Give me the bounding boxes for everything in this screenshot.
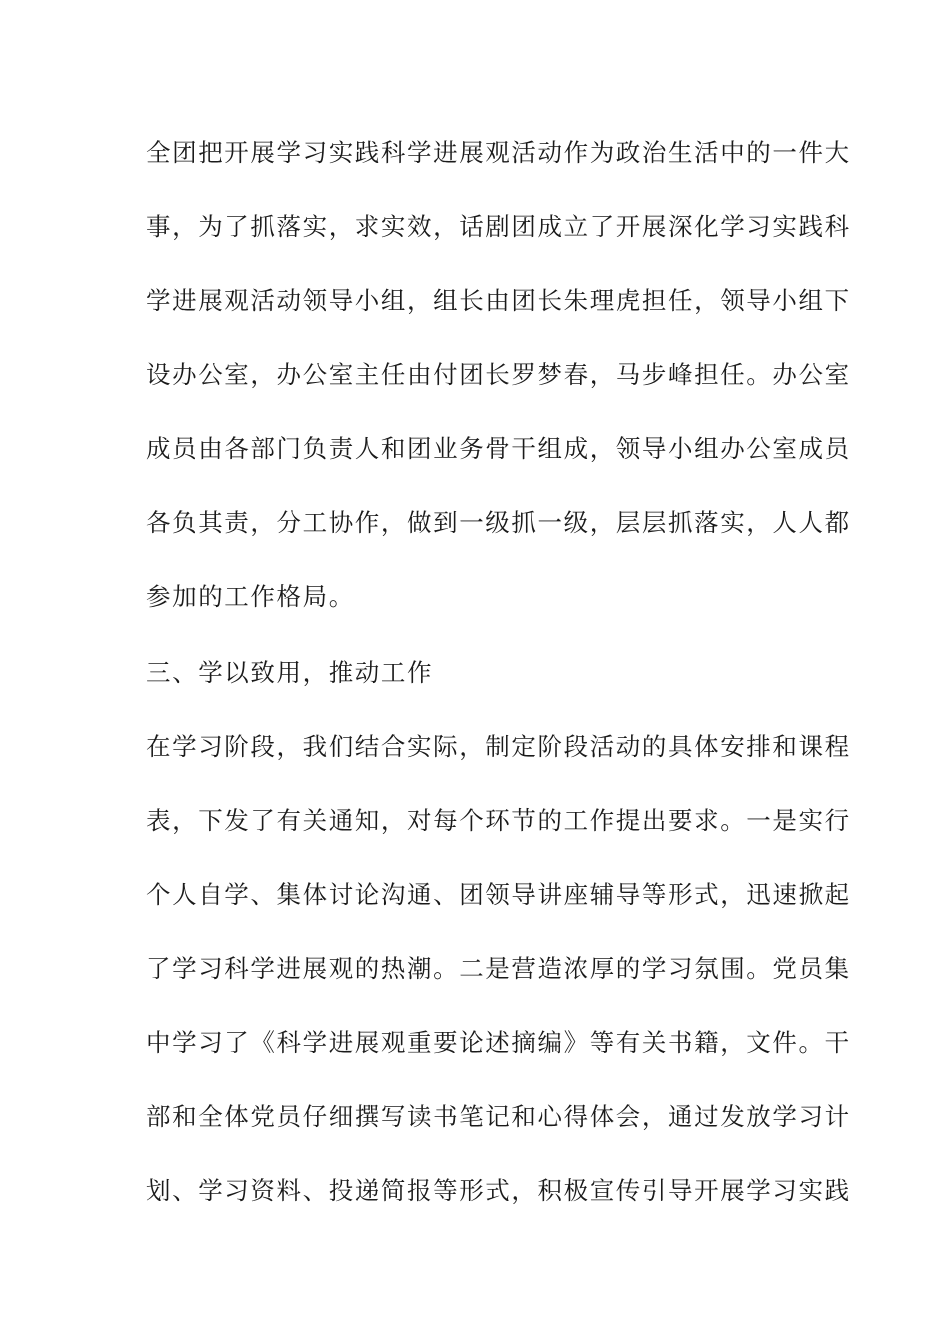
- paragraph-line: 表，下发了有关通知，对每个环节的工作提出要求。一是实行: [146, 806, 851, 835]
- paragraph-line: 成员由各部门负责人和团业务骨干组成，领导小组办公室成员: [146, 434, 851, 463]
- paragraph-line: 事，为了抓落实，求实效，话剧团成立了开展深化学习实践科: [146, 212, 851, 241]
- paragraph-line: 划、学习资料、投递简报等形式，积极宣传引导开展学习实践: [146, 1176, 851, 1205]
- paragraph-line: 了学习科学进展观的热潮。二是营造浓厚的学习氛围。党员集: [146, 954, 851, 983]
- paragraph-line: 部和全体党员仔细撰写读书笔记和心得体会，通过发放学习计: [146, 1102, 851, 1131]
- paragraph-line: 在学习阶段，我们结合实际，制定阶段活动的具体安排和课程: [146, 732, 851, 761]
- paragraph-line: 设办公室，办公室主任由付团长罗梦春，马步峰担任。办公室: [146, 360, 851, 389]
- paragraph-line: 各负其责，分工协作，做到一级抓一级，层层抓落实，人人都: [146, 508, 851, 537]
- paragraph-line: 学进展观活动领导小组，组长由团长朱理虎担任，领导小组下: [146, 286, 851, 315]
- paragraph-line: 全团把开展学习实践科学进展观活动作为政治生活中的一件大: [146, 138, 851, 167]
- paragraph-line: 参加的工作格局。: [146, 582, 355, 611]
- paragraph-line: 中学习了《科学进展观重要论述摘编》等有关书籍，文件。干: [146, 1028, 851, 1057]
- paragraph-line: 个人自学、集体讨论沟通、团领导讲座辅导等形式，迅速掀起: [146, 880, 851, 909]
- section-heading: 三、学以致用，推动工作: [146, 658, 434, 687]
